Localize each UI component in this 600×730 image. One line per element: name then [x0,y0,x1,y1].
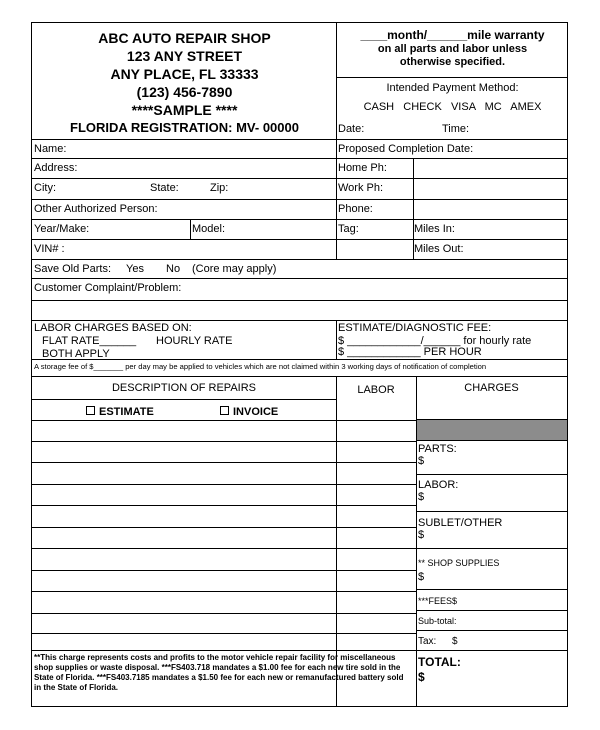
estimate-fee-title: ESTIMATE/DIAGNOSTIC FEE: [338,322,492,334]
save-parts-yes[interactable]: Yes [126,263,144,275]
estimate-checkbox[interactable] [86,406,154,419]
footnote-shop-supplies: **This charge represents costs and profits to the motor vehicle repair facility for miscellaneous shop supplies or waste disposal. [34,653,396,672]
payment-methods[interactable]: CASH CHECK VISA MC AMEX [363,101,542,113]
estimate-label: ESTIMATE [99,406,154,418]
miles-out-label[interactable]: Miles Out: [414,243,464,255]
save-old-parts-label: Save Old Parts: [34,263,112,275]
shop-city: ANY PLACE, FL 33333 [110,66,259,82]
shop-street: 123 ANY STREET [126,48,243,64]
phone-label[interactable]: Phone: [338,203,373,215]
proposed-completion-label[interactable]: Proposed Completion Date: [338,143,474,155]
florida-registration: FLORIDA REGISTRATION: MV- 00000 [70,120,299,135]
sample-label: ****SAMPLE **** [131,102,238,118]
date-label[interactable]: Date: [338,123,365,135]
state-label[interactable]: State: [150,182,179,194]
hourly-rate-option[interactable]: HOURLY RATE [156,335,233,347]
both-apply-option[interactable]: BOTH APPLY [42,348,110,360]
shop-name: ABC AUTO REPAIR SHOP [98,30,271,46]
zip-label[interactable]: Zip: [210,182,229,194]
estimate-hourly-line[interactable]: $ ____________/______ for hourly rate [338,335,532,347]
year-make-label[interactable]: Year/Make: [34,223,90,235]
miles-in-label[interactable]: Miles In: [414,223,455,235]
estimate-per-hour-line[interactable]: $ ____________ PER HOUR [338,346,482,358]
checkbox-icon [220,406,229,415]
address-label[interactable]: Address: [34,162,78,174]
subtotal-label[interactable]: Sub-total: [418,616,457,626]
flat-rate-option[interactable]: FLAT RATE______ [42,335,137,347]
footnote-battery-fee: ***FS403.7185 mandates a $1.50 fee for each new or remanufactured battery sold in the State of Florida. [34,673,404,692]
home-phone-label[interactable]: Home Ph: [338,162,387,174]
invoice-label: INVOICE [233,406,279,418]
vin-label[interactable]: VIN# : [34,243,65,255]
warranty-line-3: otherwise specified. [399,56,506,68]
warranty-bottom-line [336,77,567,78]
core-may-apply: (Core may apply) [192,263,277,275]
name-label[interactable]: Name: [34,143,67,155]
labor-charges-title: LABOR CHARGES BASED ON: [34,322,192,334]
time-label[interactable]: Time: [442,123,470,135]
tax-label: Tax: [418,636,437,647]
footnote [34,653,412,693]
parts-label: PARTS: [418,443,457,455]
checkbox-icon [86,406,95,415]
total-label: TOTAL: [418,655,461,669]
storage-fee-notice: A storage fee of $_______ per day may be applied to vehicles which are not claimed within 3 working days of notification of completion [34,362,487,371]
shaded-cell [417,420,567,440]
city-label[interactable]: City: [34,182,56,194]
customer-complaint-label[interactable]: Customer Complaint/Problem: [34,282,182,294]
sublet-other-label: SUBLET/OTHER [418,517,503,529]
charges-header: CHARGES [464,382,519,394]
header-divider [336,23,337,139]
labor-charge-label: LABOR: [418,479,459,491]
save-parts-no[interactable]: No [166,263,181,275]
warranty-line-2: on all parts and labor unless [377,43,528,55]
other-authorized-label[interactable]: Other Authorized Person: [34,203,158,215]
repair-order-form [31,22,568,707]
total-dollar[interactable]: $ [418,670,425,684]
model-label[interactable]: Model: [192,223,226,235]
shop-phone: (123) 456-7890 [136,84,233,100]
labor-dollar[interactable]: $ [418,491,425,503]
sublet-dollar[interactable]: $ [418,529,425,541]
fees-label[interactable]: ***FEES$ [418,596,458,606]
warranty-line-1: ____month/______mile warranty [360,28,545,42]
invoice-checkbox[interactable] [220,406,278,419]
description-header: DESCRIPTION OF REPAIRS [111,382,257,394]
shop-supplies-dollar[interactable]: $ [418,571,425,583]
footnote-tire-fee: ***FS403.718 mandates a $1.00 fee for each new tire sold in the State of Florida. [34,663,401,682]
shop-supplies-label: ** SHOP SUPPLIES [418,558,500,568]
work-phone-label[interactable]: Work Ph: [338,182,384,194]
tax-dollar[interactable]: $ [452,636,458,647]
tag-label[interactable]: Tag: [338,223,359,235]
payment-title: Intended Payment Method: [386,82,519,94]
labor-header: LABOR [357,384,395,396]
parts-dollar[interactable]: $ [418,455,425,467]
